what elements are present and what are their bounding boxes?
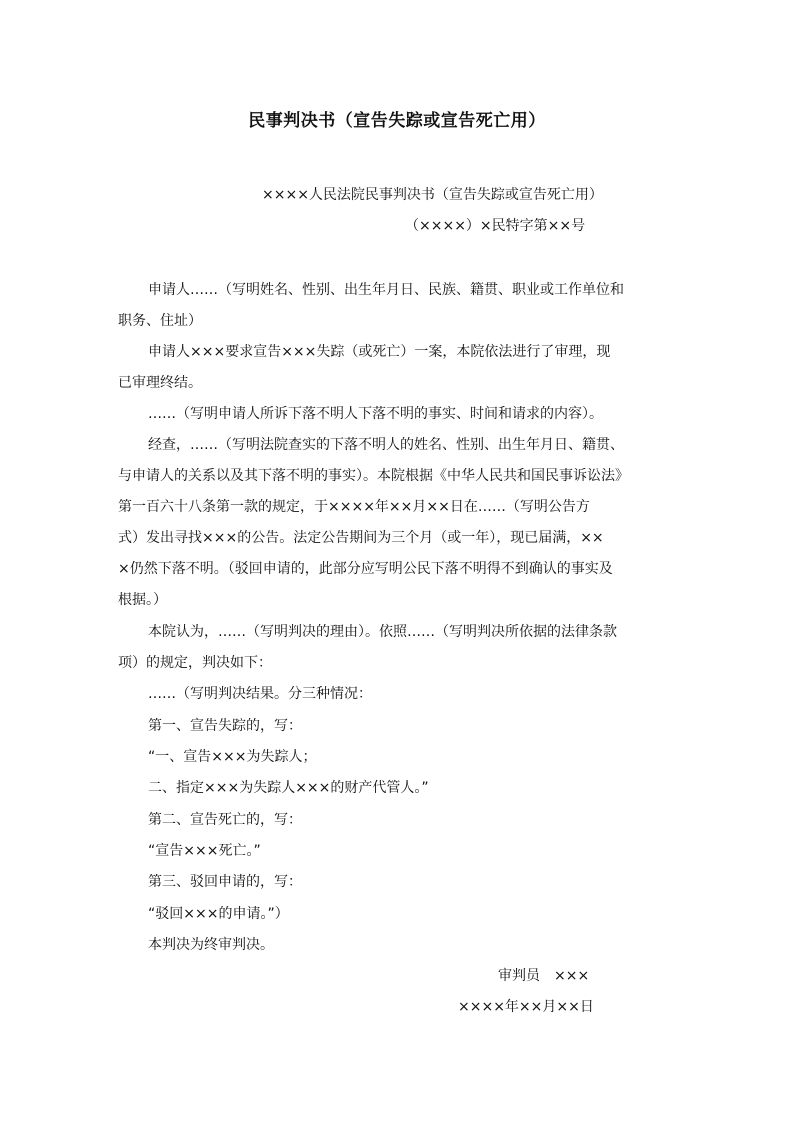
body-line: 与申请人的关系以及其下落不明的事实）。本院根据《中华人民共和国民事诉讼法》 <box>118 468 629 484</box>
body-line: “一、宣告×××为失踪人； <box>148 749 317 765</box>
body-line: ……（写明判决结果。分三种情况： <box>148 686 372 702</box>
body-line: 第一百六十八条第一款的规定，于××××年××月××日在……（写明公告方 <box>118 499 590 515</box>
body-line: 项）的规定，判决如下： <box>118 655 272 671</box>
body-line: 第一、宣告失踪的，写： <box>148 718 302 734</box>
body-line: ……（写明申请人所诉下落不明人下落不明的事实、时间和请求的内容）。 <box>148 406 603 422</box>
judge-signature: 审判员 ××× <box>498 968 590 984</box>
case-number: （××××）×民特字第××号 <box>405 218 586 234</box>
body-line: 本院认为，……（写明判决的理由）。依照……（写明判决所依据的法律条款 <box>148 624 617 640</box>
body-line: 第二、宣告死亡的，写： <box>148 812 302 828</box>
body-line: 式）发出寻找×××的公告。法定公告期间为三个月（或一年），现已届满，×× <box>118 530 604 546</box>
body-line: 申请人×××要求宣告×××失踪（或死亡）一案，本院依法进行了审理，现 <box>148 344 611 360</box>
body-line: 经查，……（写明法院查实的下落不明人的姓名、性别、出生年月日、籍贯、 <box>148 437 624 453</box>
body-line: 职务、住址） <box>118 313 202 329</box>
body-line: 申请人……（写明姓名、性别、出生年月日、民族、籍贯、职业或工作单位和 <box>148 282 624 298</box>
body-line: 根据。） <box>118 592 167 608</box>
judgment-date: ××××年××月××日 <box>458 999 594 1015</box>
body-line: “驳回×××的申请。”） <box>148 906 289 922</box>
body-line: ×仍然下落不明。（驳回申请的，此部分应写明公民下落不明得不到确认的事实及 <box>118 561 613 577</box>
body-line: 第三、驳回申请的，写： <box>148 874 302 890</box>
document-title: 民事判决书（宣告失踪或宣告死亡用） <box>248 111 546 131</box>
body-line: 本判决为终审判决。 <box>148 937 274 953</box>
court-header: ××××人民法院民事判决书（宣告失踪或宣告死亡用） <box>262 187 603 203</box>
body-line: 二、指定×××为失踪人×××的财产代管人。” <box>148 780 429 796</box>
body-line: 已审理终结。 <box>118 375 202 391</box>
body-line: “宣告×××死亡。” <box>148 843 261 859</box>
